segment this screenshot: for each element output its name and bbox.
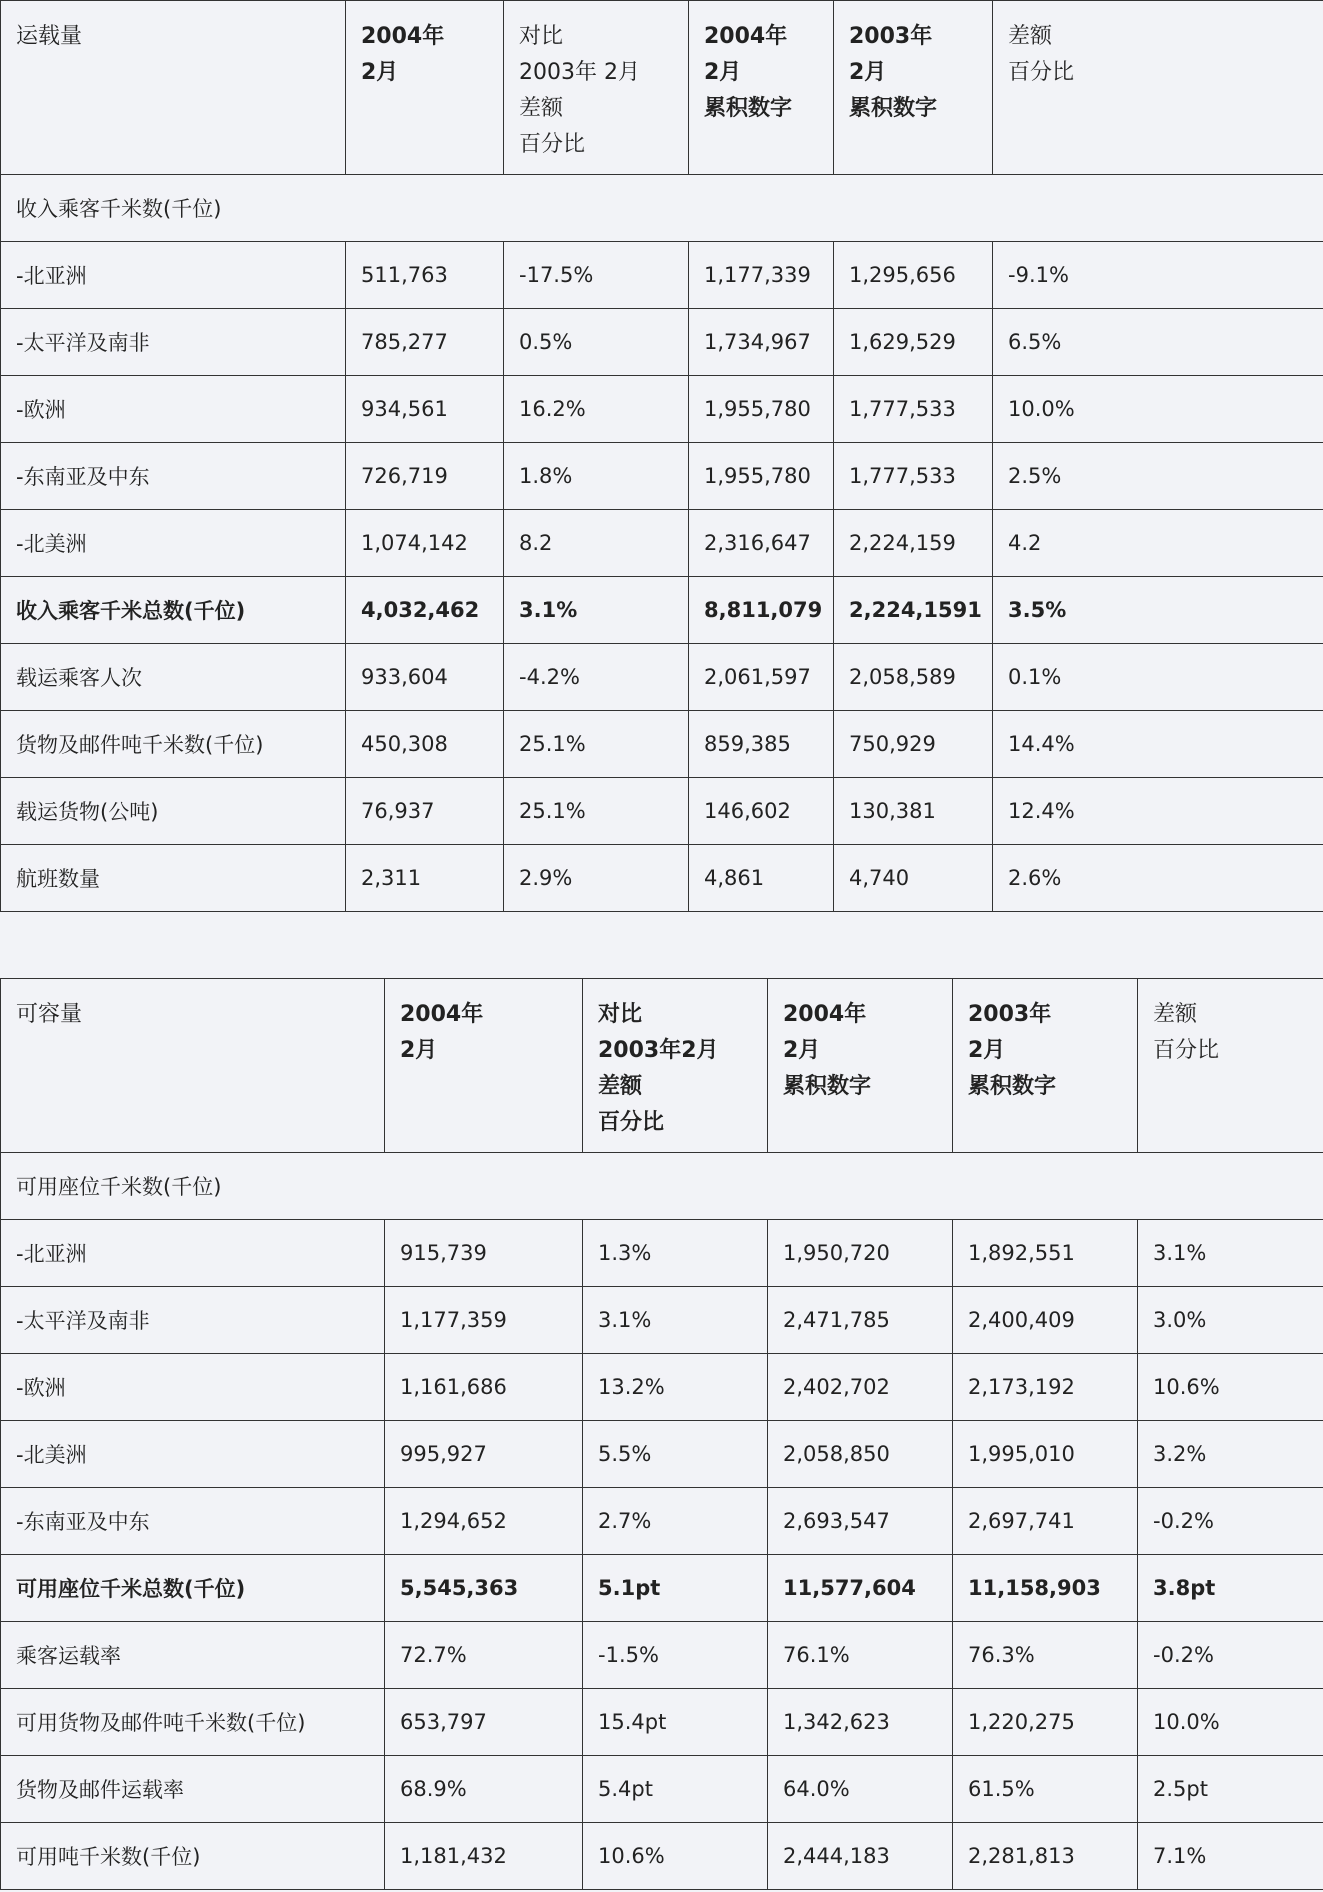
header-line: 累积数字	[704, 96, 793, 121]
data-cell: 11,577,604	[768, 1555, 953, 1622]
data-cell: 1.3%	[583, 1220, 768, 1287]
data-cell: 5.1pt	[583, 1555, 768, 1622]
data-cell: -0.2%	[1138, 1622, 1323, 1689]
header-cell	[953, 979, 1138, 1153]
header-line: 2003年	[849, 24, 933, 49]
header-cell	[1, 979, 385, 1153]
table-row	[1, 845, 1323, 912]
data-cell: 450,308	[346, 711, 504, 778]
table-row	[1, 1220, 1323, 1287]
table-row	[1, 1622, 1323, 1689]
header-cell	[1, 1, 346, 175]
data-cell: 2.9%	[504, 845, 689, 912]
data-cell: 2,173,192	[953, 1354, 1138, 1421]
row-label: -北亚洲	[1, 242, 346, 309]
data-cell: 1,892,551	[953, 1220, 1138, 1287]
header-line: 2月	[400, 1038, 438, 1063]
data-cell: 785,277	[346, 309, 504, 376]
section-row	[1, 175, 1323, 242]
traffic-table	[0, 0, 1323, 912]
row-label: -欧洲	[1, 1354, 385, 1421]
header-row	[1, 1, 1323, 175]
data-cell: 934,561	[346, 376, 504, 443]
data-cell: 2.5pt	[1138, 1756, 1323, 1823]
header-line: 2月	[704, 60, 742, 85]
data-cell: 10.6%	[583, 1823, 768, 1890]
data-cell: 1,342,623	[768, 1689, 953, 1756]
section-label: 可用座位千米数(千位)	[1, 1153, 1323, 1220]
table-row	[1, 376, 1323, 443]
table-row	[1, 1756, 1323, 1823]
data-cell: 10.0%	[993, 376, 1323, 443]
header-line: 2月	[968, 1038, 1006, 1063]
total-row	[1, 577, 1323, 644]
header-line: 2004年	[704, 24, 788, 49]
data-cell: -4.2%	[504, 644, 689, 711]
header-line: 对比	[598, 1002, 643, 1027]
data-cell: 1.8%	[504, 443, 689, 510]
data-cell: 1,295,656	[834, 242, 993, 309]
table-row	[1, 711, 1323, 778]
header-line: 累积数字	[849, 96, 938, 121]
data-cell: 1,177,359	[385, 1287, 583, 1354]
table-row	[1, 309, 1323, 376]
section-label: 收入乘客千米数(千位)	[1, 175, 1323, 242]
data-cell: 3.2%	[1138, 1421, 1323, 1488]
data-cell: 1,074,142	[346, 510, 504, 577]
data-cell: 2,697,741	[953, 1488, 1138, 1555]
header-line: 对比	[519, 24, 564, 49]
data-cell: 2,311	[346, 845, 504, 912]
data-cell: 61.5%	[953, 1756, 1138, 1823]
row-label: 可用座位千米总数(千位)	[1, 1555, 385, 1622]
row-label: 货物及邮件吨千米数(千位)	[1, 711, 346, 778]
data-cell: 25.1%	[504, 711, 689, 778]
header-line: 2月	[361, 60, 399, 85]
table-row	[1, 1421, 1323, 1488]
row-label: 航班数量	[1, 845, 346, 912]
data-cell: 1,220,275	[953, 1689, 1138, 1756]
data-cell: -0.2%	[1138, 1488, 1323, 1555]
data-cell: 1,955,780	[689, 376, 834, 443]
header-cell	[1138, 979, 1323, 1153]
data-cell: 915,739	[385, 1220, 583, 1287]
row-label: -北美洲	[1, 1421, 385, 1488]
header-line: 2004年	[361, 24, 445, 49]
header-line: 百分比	[598, 1110, 665, 1135]
data-cell: 4.2	[993, 510, 1323, 577]
data-cell: 11,158,903	[953, 1555, 1138, 1622]
header-cell	[583, 979, 768, 1153]
data-cell: 933,604	[346, 644, 504, 711]
data-cell: 1,995,010	[953, 1421, 1138, 1488]
data-cell: 16.2%	[504, 376, 689, 443]
data-cell: 7.1%	[1138, 1823, 1323, 1890]
data-cell: 3.0%	[1138, 1287, 1323, 1354]
header-line: 2004年	[783, 1002, 867, 1027]
header-line: 可容量	[16, 1002, 83, 1027]
header-line: 运载量	[16, 24, 83, 49]
row-label: 可用货物及邮件吨千米数(千位)	[1, 1689, 385, 1756]
header-line: 百分比	[519, 132, 586, 157]
data-cell: 2,224,1591	[834, 577, 993, 644]
data-cell: 3.1%	[583, 1287, 768, 1354]
data-cell: 6.5%	[993, 309, 1323, 376]
data-cell: 0.1%	[993, 644, 1323, 711]
row-label: 可用吨千米数(千位)	[1, 1823, 385, 1890]
row-label: 收入乘客千米总数(千位)	[1, 577, 346, 644]
data-cell: 68.9%	[385, 1756, 583, 1823]
data-cell: 2.7%	[583, 1488, 768, 1555]
header-cell	[993, 1, 1323, 175]
header-cell	[834, 1, 993, 175]
data-cell: 3.1%	[504, 577, 689, 644]
data-cell: 2.5%	[993, 443, 1323, 510]
row-label: 乘客运载率	[1, 1622, 385, 1689]
data-cell: 3.5%	[993, 577, 1323, 644]
data-cell: 15.4pt	[583, 1689, 768, 1756]
data-cell: 995,927	[385, 1421, 583, 1488]
header-line: 2月	[849, 60, 887, 85]
data-cell: 726,719	[346, 443, 504, 510]
table-row	[1, 1488, 1323, 1555]
data-cell: 4,861	[689, 845, 834, 912]
data-cell: 2,281,813	[953, 1823, 1138, 1890]
data-cell: 76.1%	[768, 1622, 953, 1689]
row-label: -欧洲	[1, 376, 346, 443]
table-row	[1, 443, 1323, 510]
data-cell: 2,400,409	[953, 1287, 1138, 1354]
header-cell	[689, 1, 834, 175]
row-label: -太平洋及南非	[1, 309, 346, 376]
header-cell	[504, 1, 689, 175]
data-cell: 511,763	[346, 242, 504, 309]
data-cell: -9.1%	[993, 242, 1323, 309]
data-cell: -1.5%	[583, 1622, 768, 1689]
data-cell: 64.0%	[768, 1756, 953, 1823]
table-row	[1, 242, 1323, 309]
table-row	[1, 1689, 1323, 1756]
data-cell: 653,797	[385, 1689, 583, 1756]
table-row	[1, 1287, 1323, 1354]
data-cell: 10.6%	[1138, 1354, 1323, 1421]
row-label: -太平洋及南非	[1, 1287, 385, 1354]
data-cell: 2,402,702	[768, 1354, 953, 1421]
data-cell: 8,811,079	[689, 577, 834, 644]
data-cell: 146,602	[689, 778, 834, 845]
data-cell: 1,294,652	[385, 1488, 583, 1555]
total-row	[1, 1555, 1323, 1622]
data-cell: 0.5%	[504, 309, 689, 376]
data-cell: 76.3%	[953, 1622, 1138, 1689]
data-cell: 2,693,547	[768, 1488, 953, 1555]
header-line: 差额	[1008, 24, 1053, 49]
row-label: -北美洲	[1, 510, 346, 577]
row-label: 载运货物(公吨)	[1, 778, 346, 845]
table-row	[1, 778, 1323, 845]
header-line: 百分比	[1008, 60, 1075, 85]
row-label: -北亚洲	[1, 1220, 385, 1287]
data-cell: 72.7%	[385, 1622, 583, 1689]
data-cell: 1,734,967	[689, 309, 834, 376]
header-line: 差额	[598, 1074, 643, 1099]
data-cell: 2,058,589	[834, 644, 993, 711]
table-row	[1, 644, 1323, 711]
table-row	[1, 1823, 1323, 1890]
data-cell: 750,929	[834, 711, 993, 778]
header-cell	[346, 1, 504, 175]
data-cell: 1,177,339	[689, 242, 834, 309]
row-label: 载运乘客人次	[1, 644, 346, 711]
data-cell: 3.1%	[1138, 1220, 1323, 1287]
data-cell: 859,385	[689, 711, 834, 778]
data-cell: 2,224,159	[834, 510, 993, 577]
data-cell: 4,032,462	[346, 577, 504, 644]
data-cell: 1,950,720	[768, 1220, 953, 1287]
data-cell: 1,161,686	[385, 1354, 583, 1421]
row-label: 货物及邮件运载率	[1, 1756, 385, 1823]
table-row	[1, 510, 1323, 577]
data-cell: 4,740	[834, 845, 993, 912]
data-cell: 14.4%	[993, 711, 1323, 778]
data-cell: 2,058,850	[768, 1421, 953, 1488]
capacity-table	[0, 978, 1323, 1890]
header-line: 差额	[519, 96, 564, 121]
header-cell	[385, 979, 583, 1153]
header-line: 2月	[783, 1038, 821, 1063]
data-cell: 8.2	[504, 510, 689, 577]
data-cell: 5.4pt	[583, 1756, 768, 1823]
data-cell: 10.0%	[1138, 1689, 1323, 1756]
row-label: -东南亚及中东	[1, 443, 346, 510]
data-cell: 2,061,597	[689, 644, 834, 711]
data-cell: 13.2%	[583, 1354, 768, 1421]
header-line: 差额	[1153, 1002, 1198, 1027]
data-cell: -17.5%	[504, 242, 689, 309]
data-cell: 1,181,432	[385, 1823, 583, 1890]
data-cell: 130,381	[834, 778, 993, 845]
header-cell	[768, 979, 953, 1153]
header-line: 百分比	[1153, 1038, 1220, 1063]
data-cell: 1,629,529	[834, 309, 993, 376]
data-cell: 2,444,183	[768, 1823, 953, 1890]
row-label: -东南亚及中东	[1, 1488, 385, 1555]
data-cell: 1,777,533	[834, 443, 993, 510]
header-line: 2003年	[968, 1002, 1052, 1027]
data-cell: 5.5%	[583, 1421, 768, 1488]
section-row	[1, 1153, 1323, 1220]
data-cell: 76,937	[346, 778, 504, 845]
data-cell: 2,316,647	[689, 510, 834, 577]
header-line: 2003年2月	[598, 1038, 719, 1063]
data-cell: 1,777,533	[834, 376, 993, 443]
header-row	[1, 979, 1323, 1153]
data-cell: 1,955,780	[689, 443, 834, 510]
data-cell: 12.4%	[993, 778, 1323, 845]
data-cell: 25.1%	[504, 778, 689, 845]
header-line: 累积数字	[783, 1074, 872, 1099]
table-row	[1, 1354, 1323, 1421]
data-cell: 3.8pt	[1138, 1555, 1323, 1622]
header-line: 2004年	[400, 1002, 484, 1027]
data-cell: 2.6%	[993, 845, 1323, 912]
data-cell: 5,545,363	[385, 1555, 583, 1622]
header-line: 累积数字	[968, 1074, 1057, 1099]
data-cell: 2,471,785	[768, 1287, 953, 1354]
header-line: 2003年 2月	[519, 60, 640, 85]
